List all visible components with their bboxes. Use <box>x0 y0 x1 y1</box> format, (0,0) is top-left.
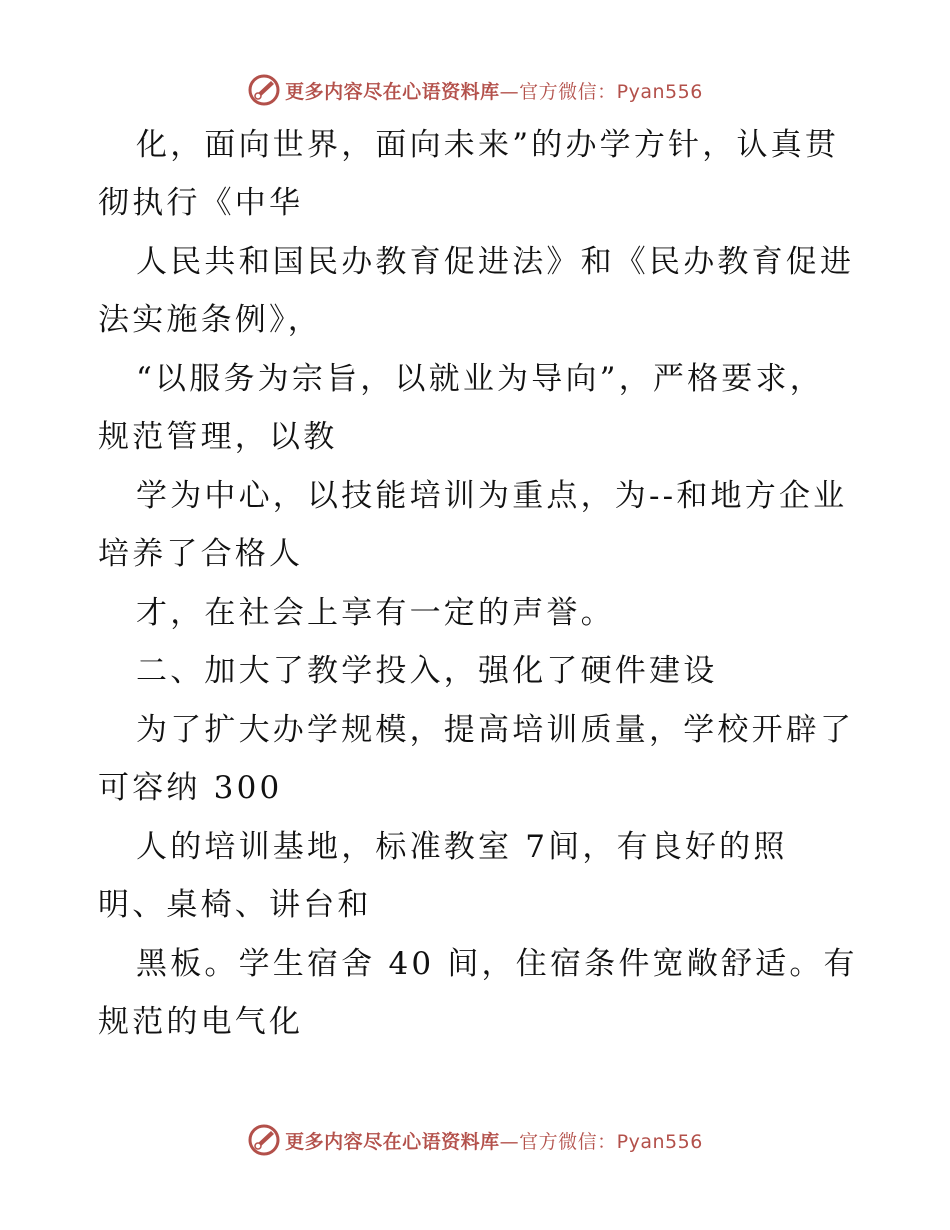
text-line: 彻执行《中华 <box>98 185 304 221</box>
banner-wechat-text: —官方微信：Pyan556 <box>499 80 703 103</box>
text-line: 黑板。学生宿舍 40 间，住宿条件宽敞舒适。有 <box>136 946 858 982</box>
text-line: 明、桌椅、讲台和 <box>98 887 372 923</box>
brand-logo-icon <box>247 1123 281 1157</box>
footer-banner <box>0 1120 950 1160</box>
text-line: 才，在社会上享有一定的声誉。 <box>136 595 615 631</box>
text-line: “以服务为宗旨，以就业为导向”，严格要求， <box>136 361 824 397</box>
section-heading: 二、加大了教学投入，强化了硬件建设 <box>136 653 718 689</box>
banner-wechat-text: —官方微信：Pyan556 <box>499 1130 703 1153</box>
text-line: 规范的电气化 <box>98 1004 304 1040</box>
brand-logo-icon <box>247 73 281 107</box>
text-line: 人的培训基地，标准教室 7间，有良好的照 <box>136 829 788 865</box>
text-line: 可容纳 300 <box>98 770 283 806</box>
text-line: 人民共和国民办教育促进法》和《民办教育促进 <box>136 244 855 280</box>
text-line: 为了扩大办学规模，提高培训质量，学校开辟了 <box>136 712 855 748</box>
text-line: 培养了合格人 <box>98 536 304 572</box>
text-line: 法实施条例》， <box>98 302 322 338</box>
text-line: 学为中心，以技能培训为重点，为--和地方企业 <box>136 478 848 514</box>
header-banner <box>0 70 950 110</box>
banner-brand-text: 更多内容尽在心语资料库 <box>285 1130 500 1153</box>
text-line: 规范管理，以教 <box>98 419 338 455</box>
banner-brand-text: 更多内容尽在心语资料库 <box>285 80 500 103</box>
text-line: 化，面向世界，面向未来”的办学方针，认真贯 <box>136 127 840 163</box>
